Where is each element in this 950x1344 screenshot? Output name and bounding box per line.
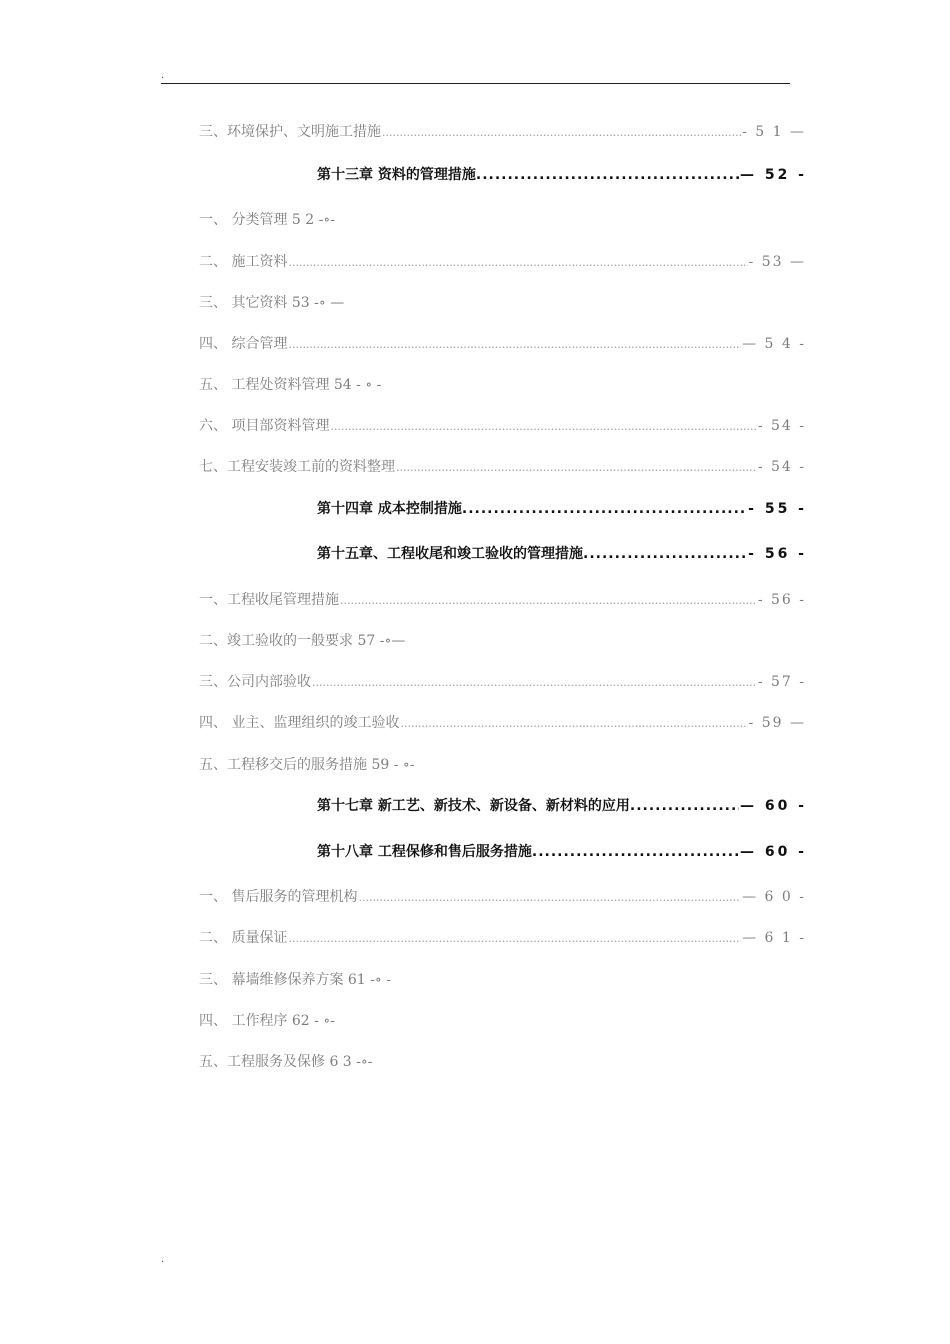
toc-entry-title: 四、 业主、监理组织的竣工验收: [199, 715, 400, 731]
toc-entry-page: - 55 -: [748, 501, 807, 517]
toc-entry[interactable]: [199, 335, 806, 354]
toc-leader-dots: [396, 459, 757, 477]
toc-leader-dots: [468, 500, 747, 518]
toc-entry-page: — 60 -: [739, 844, 807, 860]
toc-leader-dots: [288, 336, 741, 354]
toc-entry-title: 第十四章 成本控制措施.: [317, 501, 468, 517]
toc-entry[interactable]: [199, 376, 806, 394]
toc-entry[interactable]: [199, 253, 806, 272]
toc-entry-title: 一、 分类管理 5 2 -∘-: [199, 212, 335, 228]
toc-chapter-entry[interactable]: [317, 166, 807, 184]
toc-entry[interactable]: [199, 929, 806, 948]
toc-entry-title: 三、环境保护、文明施工措施: [199, 124, 381, 140]
toc-entry[interactable]: [199, 294, 806, 312]
toc-entry[interactable]: [199, 971, 806, 989]
toc-entry[interactable]: [199, 211, 806, 229]
toc-entry-page: - 56 -: [748, 546, 807, 562]
toc-entry[interactable]: [199, 632, 806, 650]
toc-entry-page: - 54 -: [757, 418, 806, 434]
toc-entry-page: - 5 1 —: [742, 124, 806, 140]
toc-chapter-entry[interactable]: [317, 500, 807, 518]
toc-leader-dots: [636, 797, 739, 815]
toc-entry-page: — 52 -: [739, 167, 807, 183]
toc-entry-title: 第十七章 新工艺、新技术、新设备、新材料的应用.: [317, 798, 636, 814]
toc-entry-page: - 53 —: [748, 254, 806, 270]
toc-entry-page: - 54 -: [757, 459, 806, 475]
toc-entry-title: 五、工程服务及保修 6 3 -∘-: [199, 1054, 373, 1070]
toc-entry-title: 二、竣工验收的一般要求 57 -∘—: [199, 633, 406, 649]
toc-entry-page: - 56 -: [757, 592, 806, 608]
toc-leader-dots: [538, 843, 739, 861]
toc-entry-title: 四、 工作程序 62 - ∘-: [199, 1013, 335, 1029]
toc-entry-title: 第十三章 资料的管理措施.: [317, 167, 482, 183]
toc-entry-page: - 59 —: [748, 715, 806, 731]
toc-entry-title: 二、 质量保证: [199, 930, 288, 946]
toc-chapter-entry[interactable]: [317, 545, 807, 563]
header-mark: .: [161, 70, 165, 81]
toc-entry-title: 五、工程移交后的服务措施 59 - ∘-: [199, 757, 415, 773]
toc-entry[interactable]: [199, 591, 806, 610]
toc-entry-title: 一、 售后服务的管理机构: [199, 889, 358, 905]
toc-entry-title: 第十五章、工程收尾和竣工验收的管理措施.: [317, 546, 589, 562]
toc-leader-dots: [288, 930, 741, 948]
toc-entry-page: — 6 1 -: [742, 930, 806, 946]
toc-entry[interactable]: [199, 458, 806, 477]
toc-entry[interactable]: [199, 417, 806, 436]
footer-mark: .: [161, 1254, 165, 1265]
toc-chapter-entry[interactable]: [317, 797, 807, 815]
toc-entry[interactable]: [199, 673, 806, 692]
toc-chapter-entry[interactable]: [317, 843, 807, 861]
toc-leader-dots: [312, 674, 757, 692]
toc-entry-title: 三、 其它资料 53 -∘ —: [199, 295, 345, 311]
toc-entry-title: 六、 项目部资料管理: [199, 418, 330, 434]
toc-entry[interactable]: [199, 888, 806, 907]
toc-entry-title: 三、 幕墙维修保养方案 61 -∘ -: [199, 972, 391, 988]
toc-entry-title: 一、工程收尾管理措施: [199, 592, 339, 608]
header-rule: [161, 83, 790, 84]
toc-entry-title: 四、 综合管理: [199, 336, 288, 352]
toc-entry-page: — 60 -: [739, 798, 807, 814]
toc-leader-dots: [340, 592, 757, 610]
toc-leader-dots: [482, 166, 739, 184]
toc-entry-title: 五、 工程处资料管理 54 - ∘ -: [199, 377, 382, 393]
toc-entry-page: — 6 0 -: [742, 889, 806, 905]
toc-leader-dots: [288, 254, 747, 272]
toc-entry-title: 第十八章 工程保修和售后服务措施.: [317, 844, 538, 860]
toc-entry[interactable]: [199, 756, 806, 774]
toc-entry-page: — 5 4 -: [742, 336, 806, 352]
toc-leader-dots: [400, 715, 747, 733]
toc-leader-dots: [358, 889, 741, 907]
toc-entry[interactable]: [199, 1053, 806, 1071]
toc-entry-title: 七、工程安装竣工前的资料整理: [199, 459, 395, 475]
toc-leader-dots: [382, 124, 741, 142]
toc-entry-title: 三、公司内部验收: [199, 674, 311, 690]
toc-entry[interactable]: [199, 1012, 806, 1030]
toc-leader-dots: [589, 545, 747, 563]
toc-entry[interactable]: [199, 714, 806, 733]
toc-entry-page: - 57 -: [757, 674, 806, 690]
toc-entry-title: 二、 施工资料: [199, 254, 288, 270]
toc-leader-dots: [330, 418, 756, 436]
toc-entry[interactable]: [199, 123, 806, 142]
